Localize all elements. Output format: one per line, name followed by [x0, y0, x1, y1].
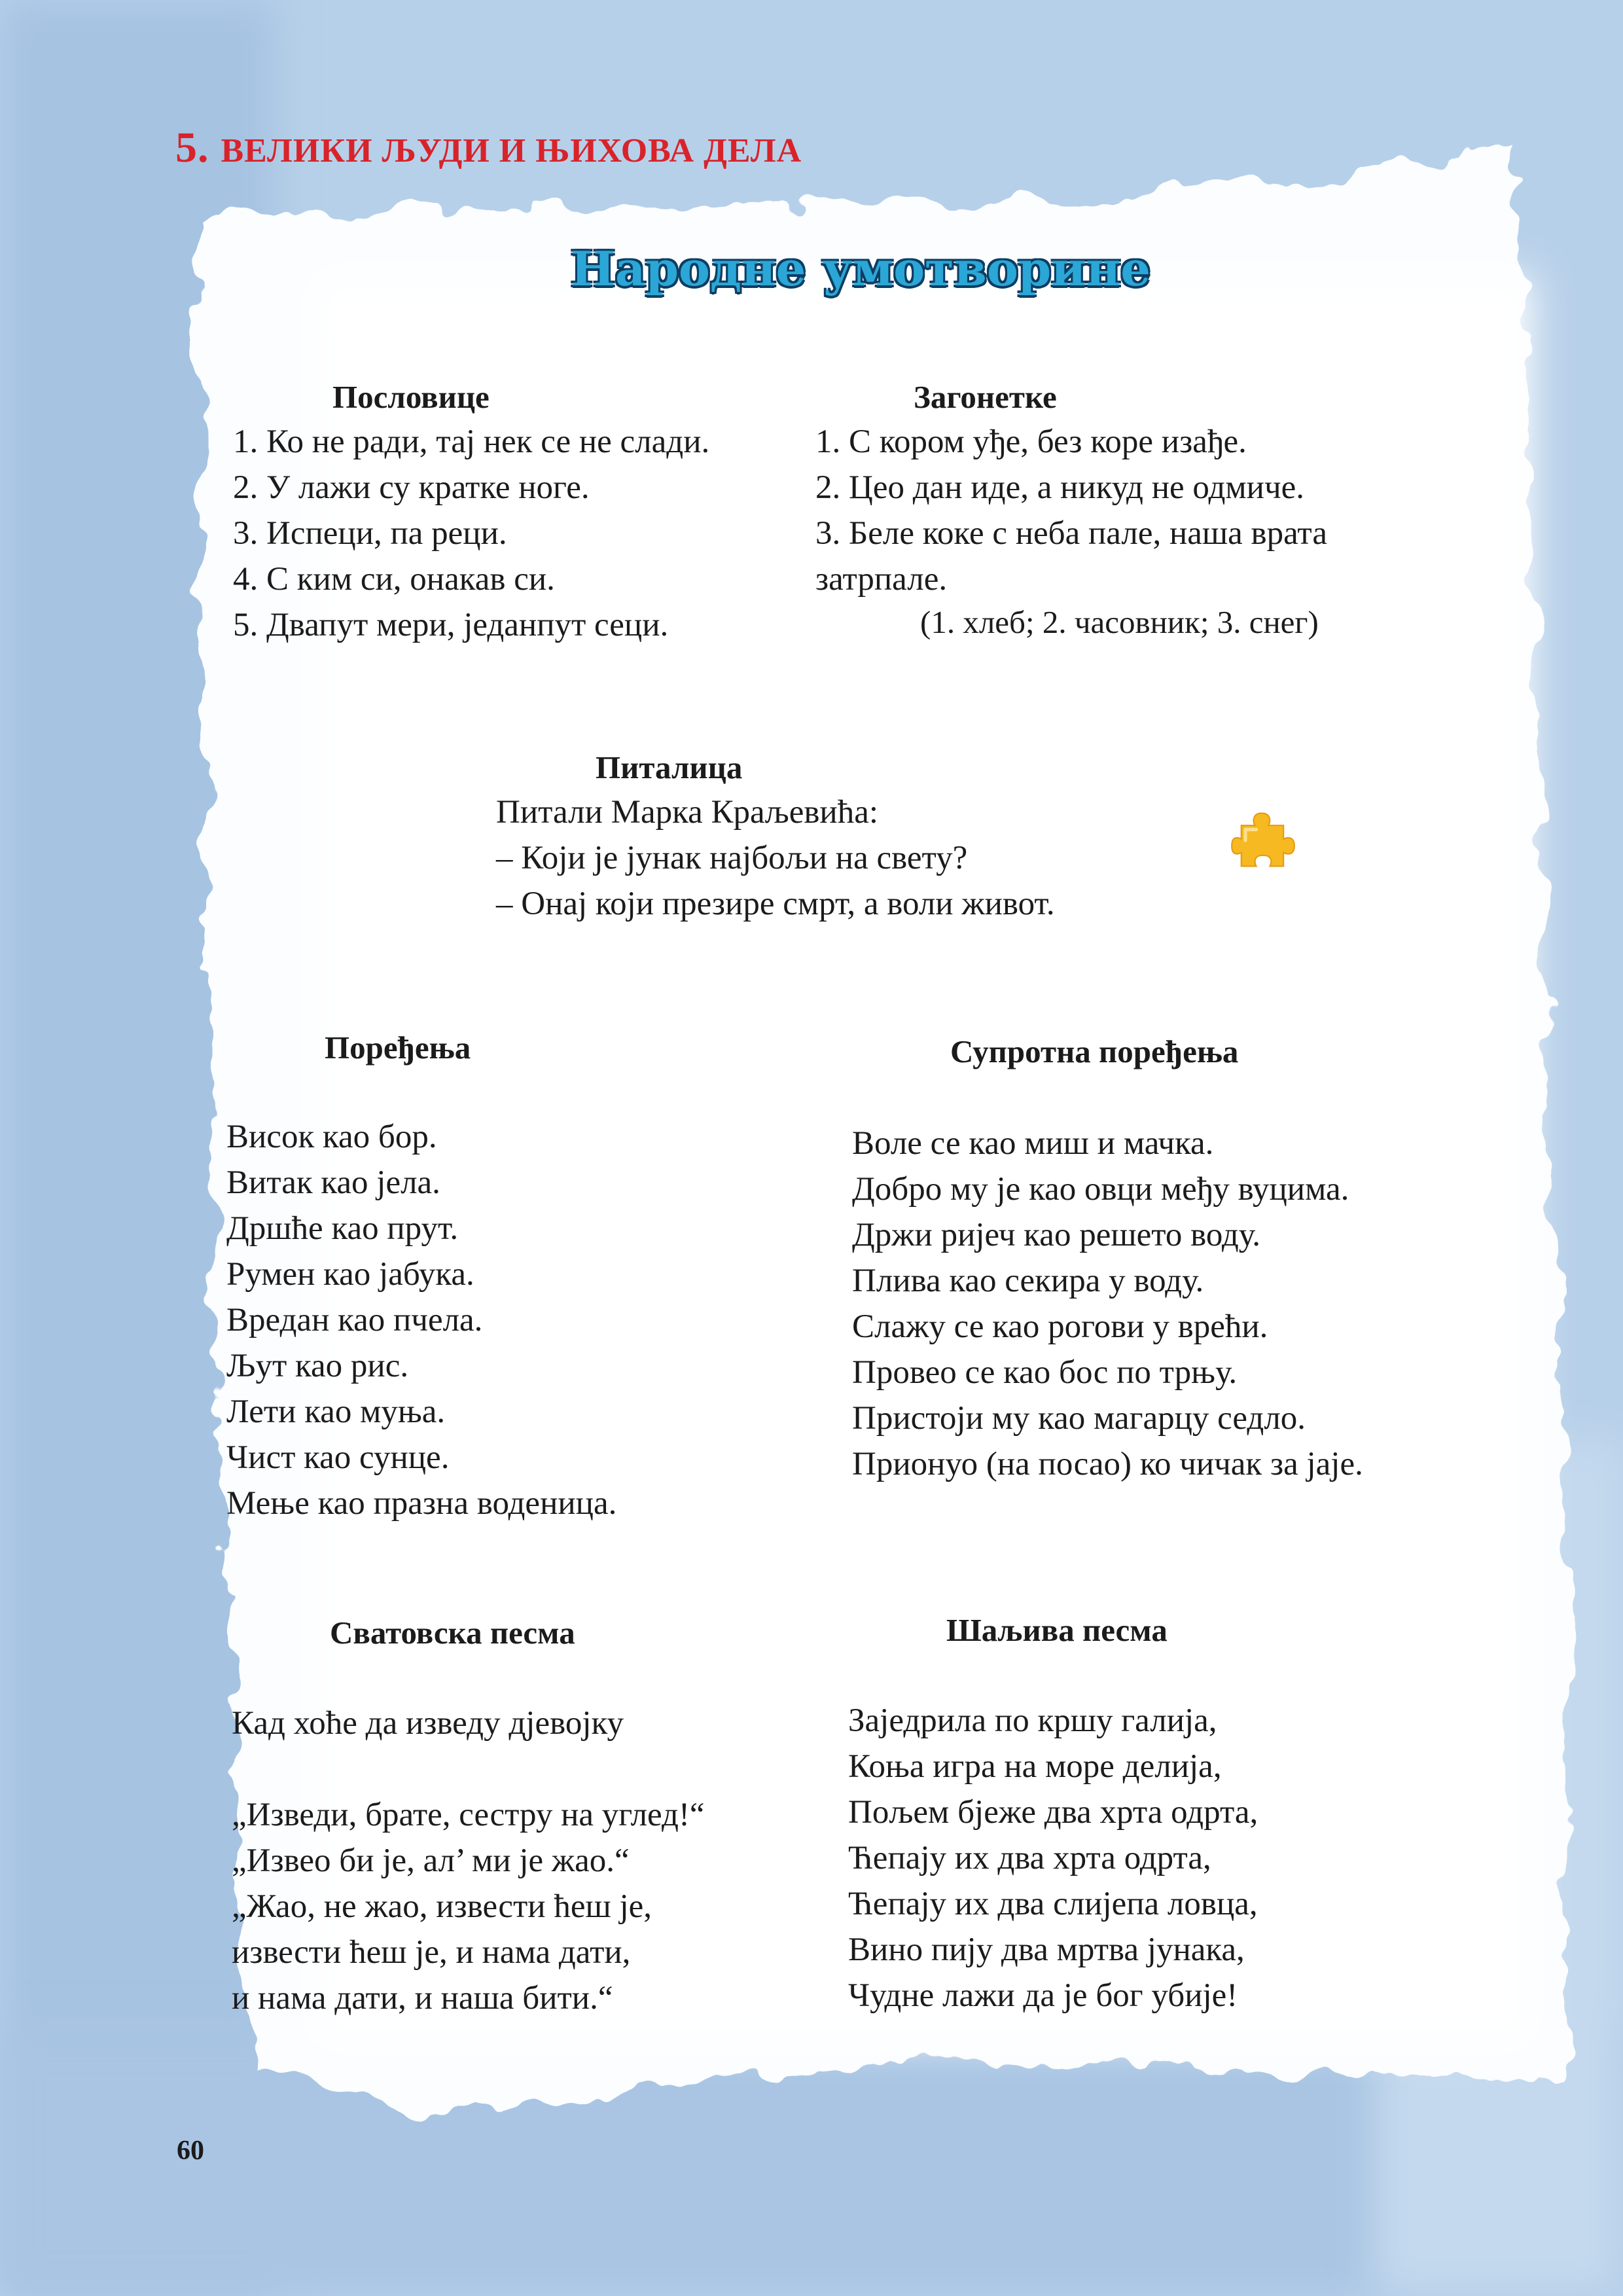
proverbs-heading: Пословице	[332, 379, 490, 415]
list-item: Чист као сунце.	[226, 1439, 450, 1476]
list-item: Провео се као бос по трњу.	[852, 1354, 1238, 1391]
list-item: Вредан као пчела.	[226, 1302, 483, 1338]
verse-line: Пољем бјеже два хрта одрта,	[848, 1794, 1258, 1831]
comparisons-heading: Поређења	[325, 1030, 471, 1066]
list-item: Прионуо (на посао) ко чичак за јаје.	[852, 1446, 1363, 1482]
text-line: Питали Марка Краљевића:	[496, 794, 879, 831]
text-line: – Онај који презире смрт, а воли живот.	[496, 886, 1055, 922]
list-item: 2. У лажи су кратке ноге.	[233, 469, 590, 506]
proverbs-list	[233, 419, 709, 648]
question-heading: Питалица	[596, 749, 743, 785]
verse-line: Заједрила по кршу галија,	[848, 1702, 1217, 1739]
chapter-title: ВЕЛИКИ ЉУДИ И ЊИХОВА ДЕЛА	[221, 132, 802, 170]
humorous-song-lines	[848, 1698, 1258, 2018]
wedding-song-heading: Сватовска песма	[330, 1615, 575, 1651]
opposite-comparisons-list	[852, 1121, 1363, 1487]
riddles-heading: Загонетке	[914, 379, 1057, 415]
opposite-comparisons-heading: Супротна поређења	[950, 1033, 1239, 1069]
list-item: 4. С ким си, онакав си.	[233, 561, 555, 598]
wedding-song-lines	[232, 1700, 705, 2021]
verse-line: Чудне лажи да је бог убије!	[848, 1977, 1238, 2014]
page-title: Народне умотворине	[570, 241, 1151, 296]
list-item: Љут као рис.	[226, 1348, 409, 1384]
list-item: Плива као секира у воду.	[852, 1263, 1204, 1299]
list-item: 3. Испеци, па реци.	[233, 515, 507, 552]
verse-line: извести ћеш је, и нама дати,	[232, 1934, 631, 1971]
list-item: Дршће као прут.	[226, 1210, 459, 1247]
verse-line: и нама дати, и наша бити.“	[232, 1980, 613, 2017]
comparisons-list	[226, 1114, 616, 1526]
list-item: Пристоји му као магарцу седло.	[852, 1400, 1306, 1437]
list-item: 5. Двапут мери, једанпут сеци.	[233, 607, 669, 643]
verse-line: „Извео би је, ал’ ми је жао.“	[232, 1842, 630, 1879]
verse-line: „Жао, не жао, извести ћеш је,	[232, 1888, 652, 1925]
verse-line: Вино пију два мртва јунака,	[848, 1931, 1245, 1968]
list-item: Лети као муња.	[226, 1393, 446, 1430]
verse-line: Ћепају их два хрта одрта,	[848, 1840, 1211, 1876]
verse-line: Коња игра на море делија,	[848, 1748, 1222, 1785]
list-item: затрпале.	[815, 561, 948, 598]
puzzle-piece-icon	[1229, 806, 1297, 874]
riddles-answers: (1. хлеб; 2. часовник; 3. снег)	[920, 604, 1319, 640]
list-item: Мење као празна воденица.	[226, 1485, 617, 1522]
chapter-heading	[175, 123, 802, 173]
list-item: 2. Цео дан иде, а никуд не одмиче.	[815, 469, 1304, 506]
chapter-number: 5.	[175, 124, 209, 171]
list-item: Витак као јела.	[226, 1164, 440, 1201]
list-item: Слажу се као рогови у врећи.	[852, 1308, 1268, 1345]
humorous-song-heading: Шаљива песма	[946, 1612, 1168, 1648]
list-item: 1. Ко не ради, тај нек се не слади.	[233, 423, 710, 460]
text-line: – Који је јунак најбољи на свету?	[496, 840, 968, 876]
list-item: Држи ријеч као решето воду.	[852, 1217, 1260, 1253]
verse-line: Ћепају их два слијепа ловца,	[848, 1886, 1258, 1922]
list-item: 1. С кором уђе, без коре изађе.	[815, 423, 1247, 460]
riddles-list	[815, 419, 1327, 602]
page-number: 60	[177, 2136, 204, 2166]
list-item: 3. Беле коке с неба пале, наша врата	[815, 515, 1327, 552]
verse-line	[232, 1746, 705, 1792]
verse-line: „Изведи, брате, сестру на углед!“	[232, 1797, 705, 1833]
question-lines	[496, 789, 1055, 927]
list-item: Висок као бор.	[226, 1119, 437, 1155]
list-item: Добро му је као овци међу вуцима.	[852, 1171, 1349, 1208]
verse-line: Кад хоће да изведу дјевојку	[232, 1705, 624, 1742]
list-item: Воле се као миш и мачка.	[852, 1125, 1214, 1162]
list-item: Румен као јабука.	[226, 1256, 474, 1293]
